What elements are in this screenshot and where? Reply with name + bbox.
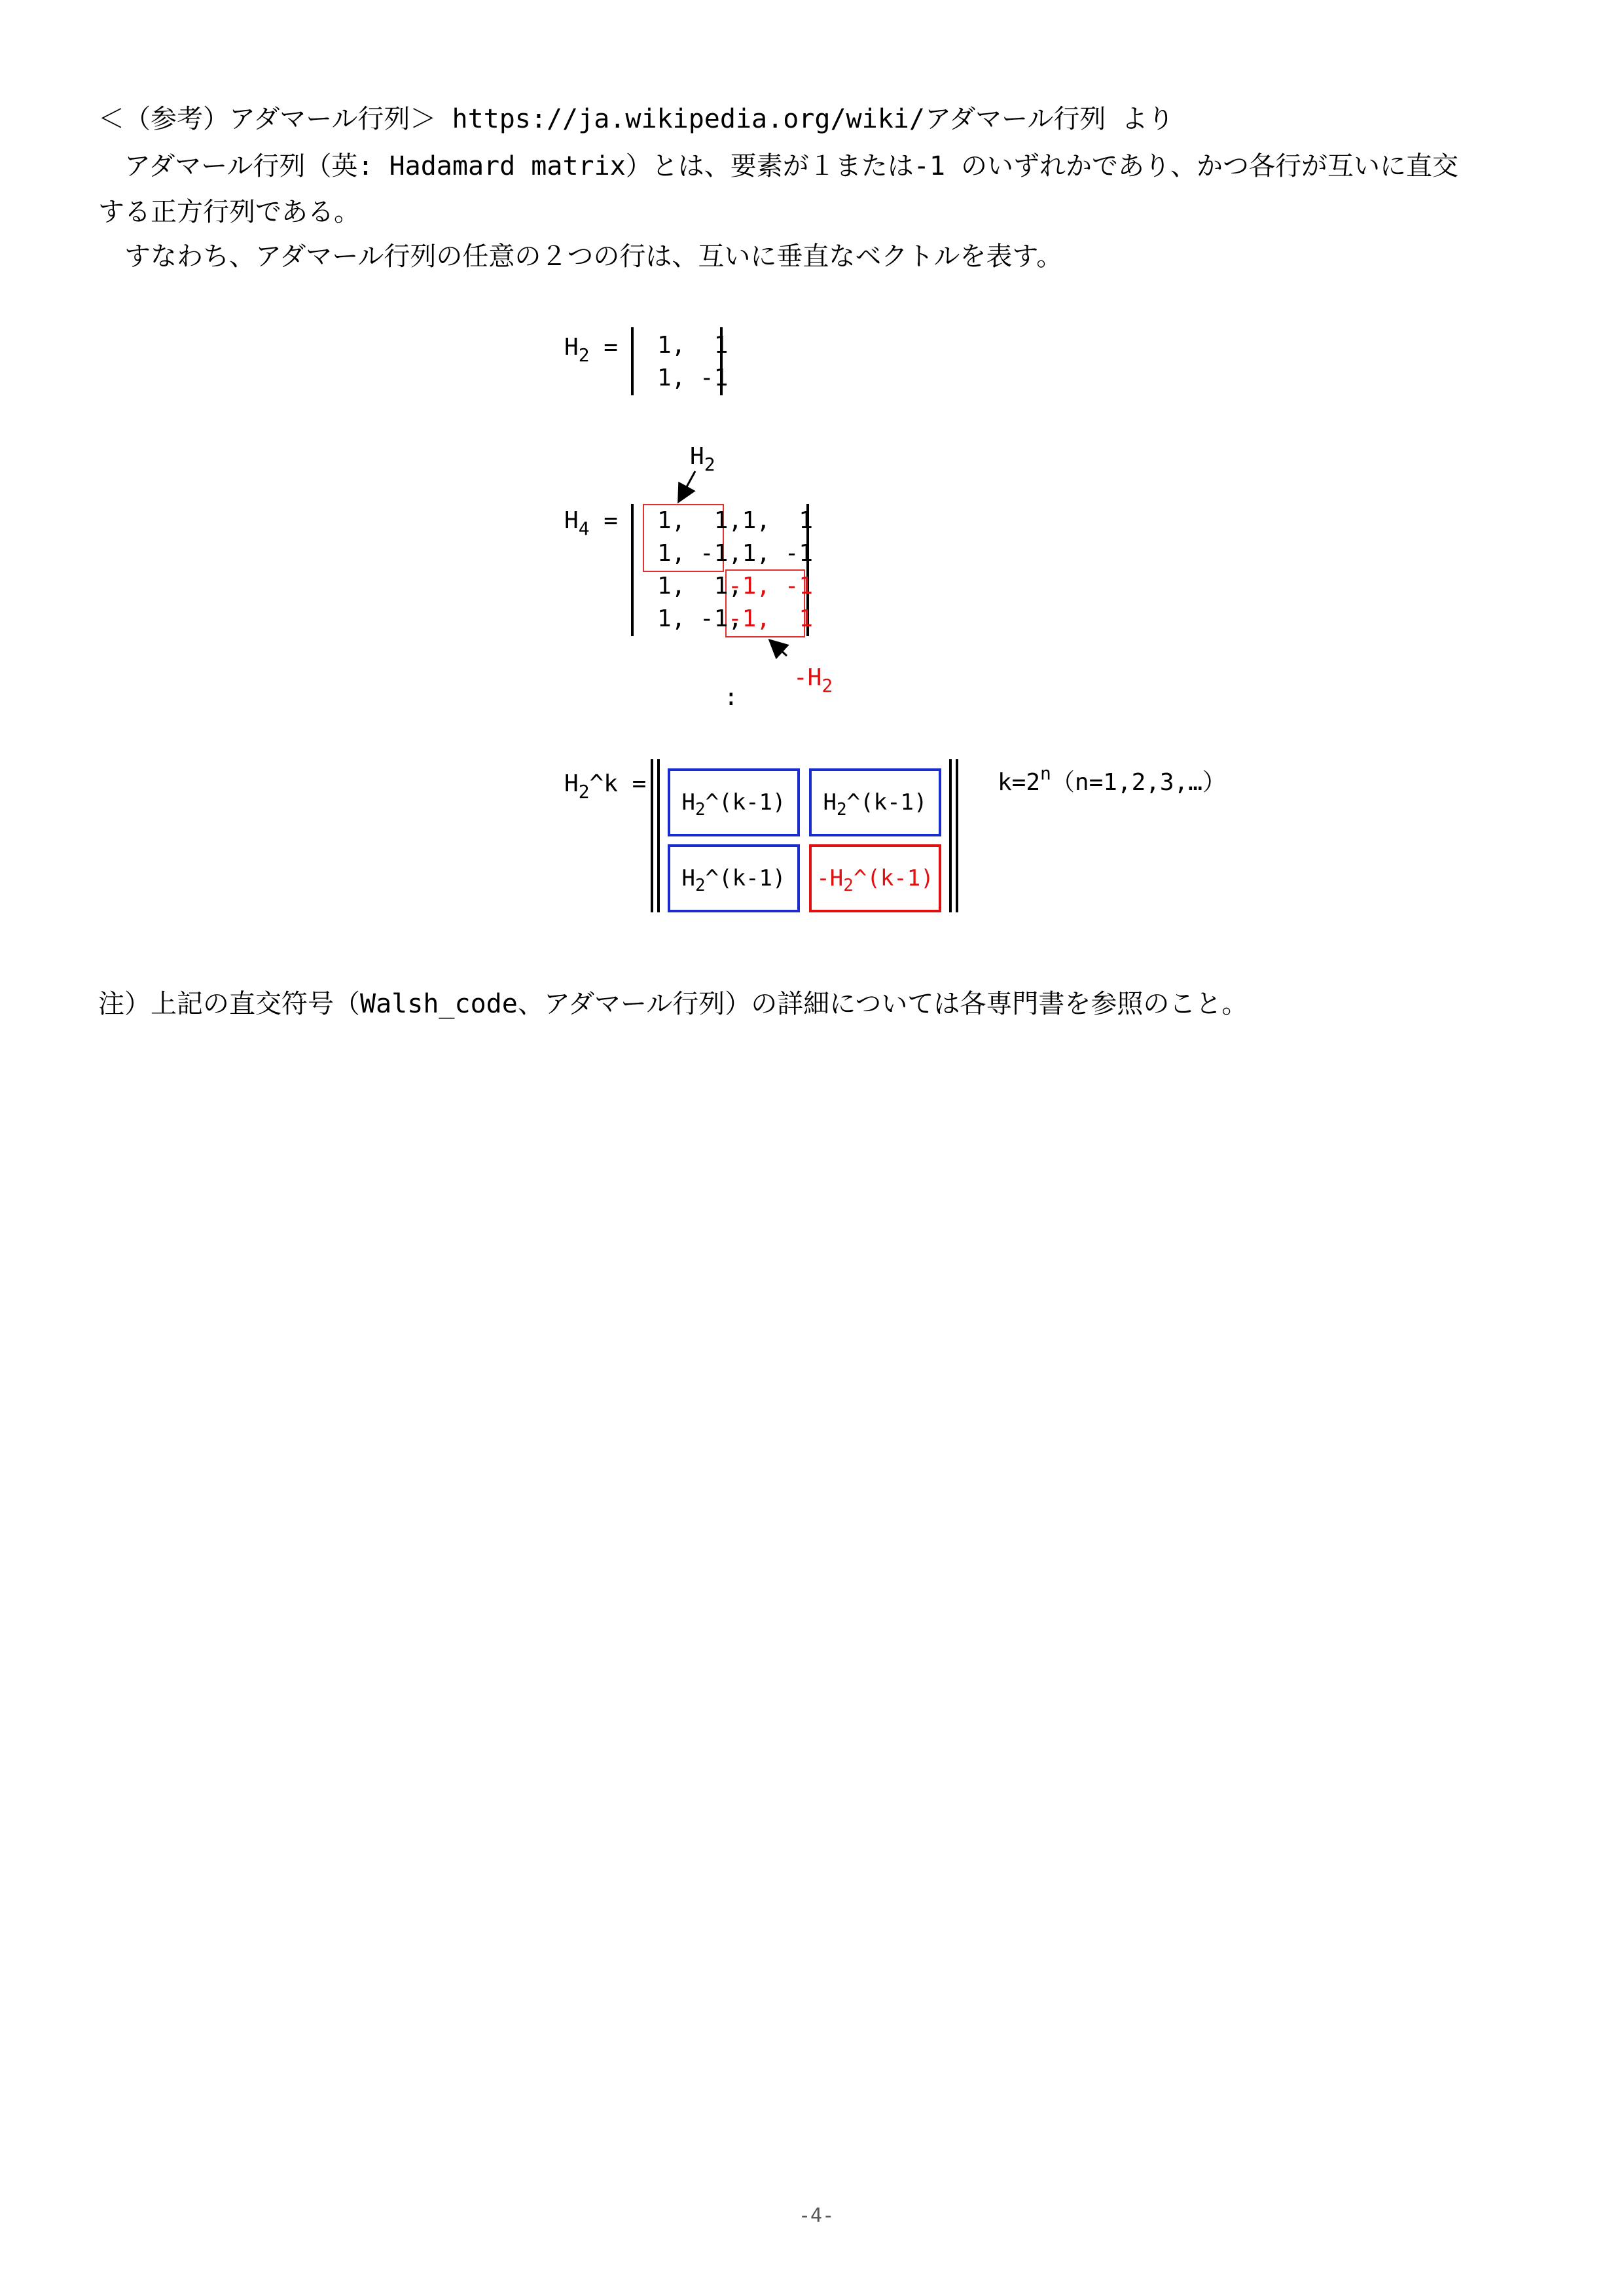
h4-row-2-right: 1, -1: [728, 540, 814, 567]
hk-block-bottom-right: $-H_2\^{}(k-1)$: [809, 844, 941, 912]
neg-h2-arrow: [771, 641, 787, 656]
h4-row-1-right: 1, 1: [728, 507, 814, 534]
h4-row-4-right: -1, 1: [728, 605, 814, 632]
hk-right-bracket-inner: [949, 759, 952, 912]
h4-row-3-left: 1, 1,: [657, 573, 743, 600]
h2-row-1: 1, 1: [657, 332, 729, 359]
h4-row-4-left: 1, -1,: [657, 605, 743, 632]
reference-line: ＜（参考）アダマール行列＞ https://ja.wikipedia.org/wiki/アダマール行列 より: [98, 104, 1174, 134]
h4-row-2-left: 1, -1,: [657, 540, 743, 567]
definition-line-1: アダマール行列（英: Hadamard matrix）とは、要素が１または-1 のいずれかであり、かつ各行が互いに直交: [98, 151, 1459, 181]
hk-left-bracket-outer: [651, 759, 653, 912]
definition-line-3: すなわち、アダマール行列の任意の２つの行は、互いに垂直なベクトルを表す。: [98, 242, 1063, 272]
h4-vertical-ellipsis: :: [724, 684, 738, 711]
note-line: 注）上記の直交符号（Walsh_code、アダマール行列）の詳細については各専門書を参照のこと。: [98, 989, 1248, 1019]
hk-right-bracket-outer: [956, 759, 958, 912]
h2-row-2: 1, -1: [657, 365, 729, 391]
hk-lhs: $H_2\^{}k$ =: [564, 770, 647, 802]
h2-lhs: $H_2$ =: [564, 334, 618, 366]
hk-left-bracket-inner: [657, 759, 660, 912]
definition-line-2: する正方行列である。: [98, 197, 360, 227]
h4-lhs: $H_4$ =: [564, 507, 618, 539]
h4-neg-h2-label: $-H_2$: [793, 664, 833, 696]
h2-arrow: [679, 471, 695, 500]
k-definition: $k=2^n(n=1,2,3,\dots)$: [998, 762, 1226, 796]
hk-block-top-left: $H_2\^{}(k-1)$: [668, 768, 800, 836]
page-number: -4-: [799, 2204, 835, 2227]
h4-row-1-left: 1, 1,: [657, 507, 743, 534]
hk-block-top-right: $H_2\^{}(k-1)$: [809, 768, 941, 836]
h4-row-3-right: -1, -1: [728, 573, 814, 600]
h4-top-h2-label: $H_2$: [690, 443, 715, 475]
hk-block-bottom-left: $H_2\^{}(k-1)$: [668, 844, 800, 912]
